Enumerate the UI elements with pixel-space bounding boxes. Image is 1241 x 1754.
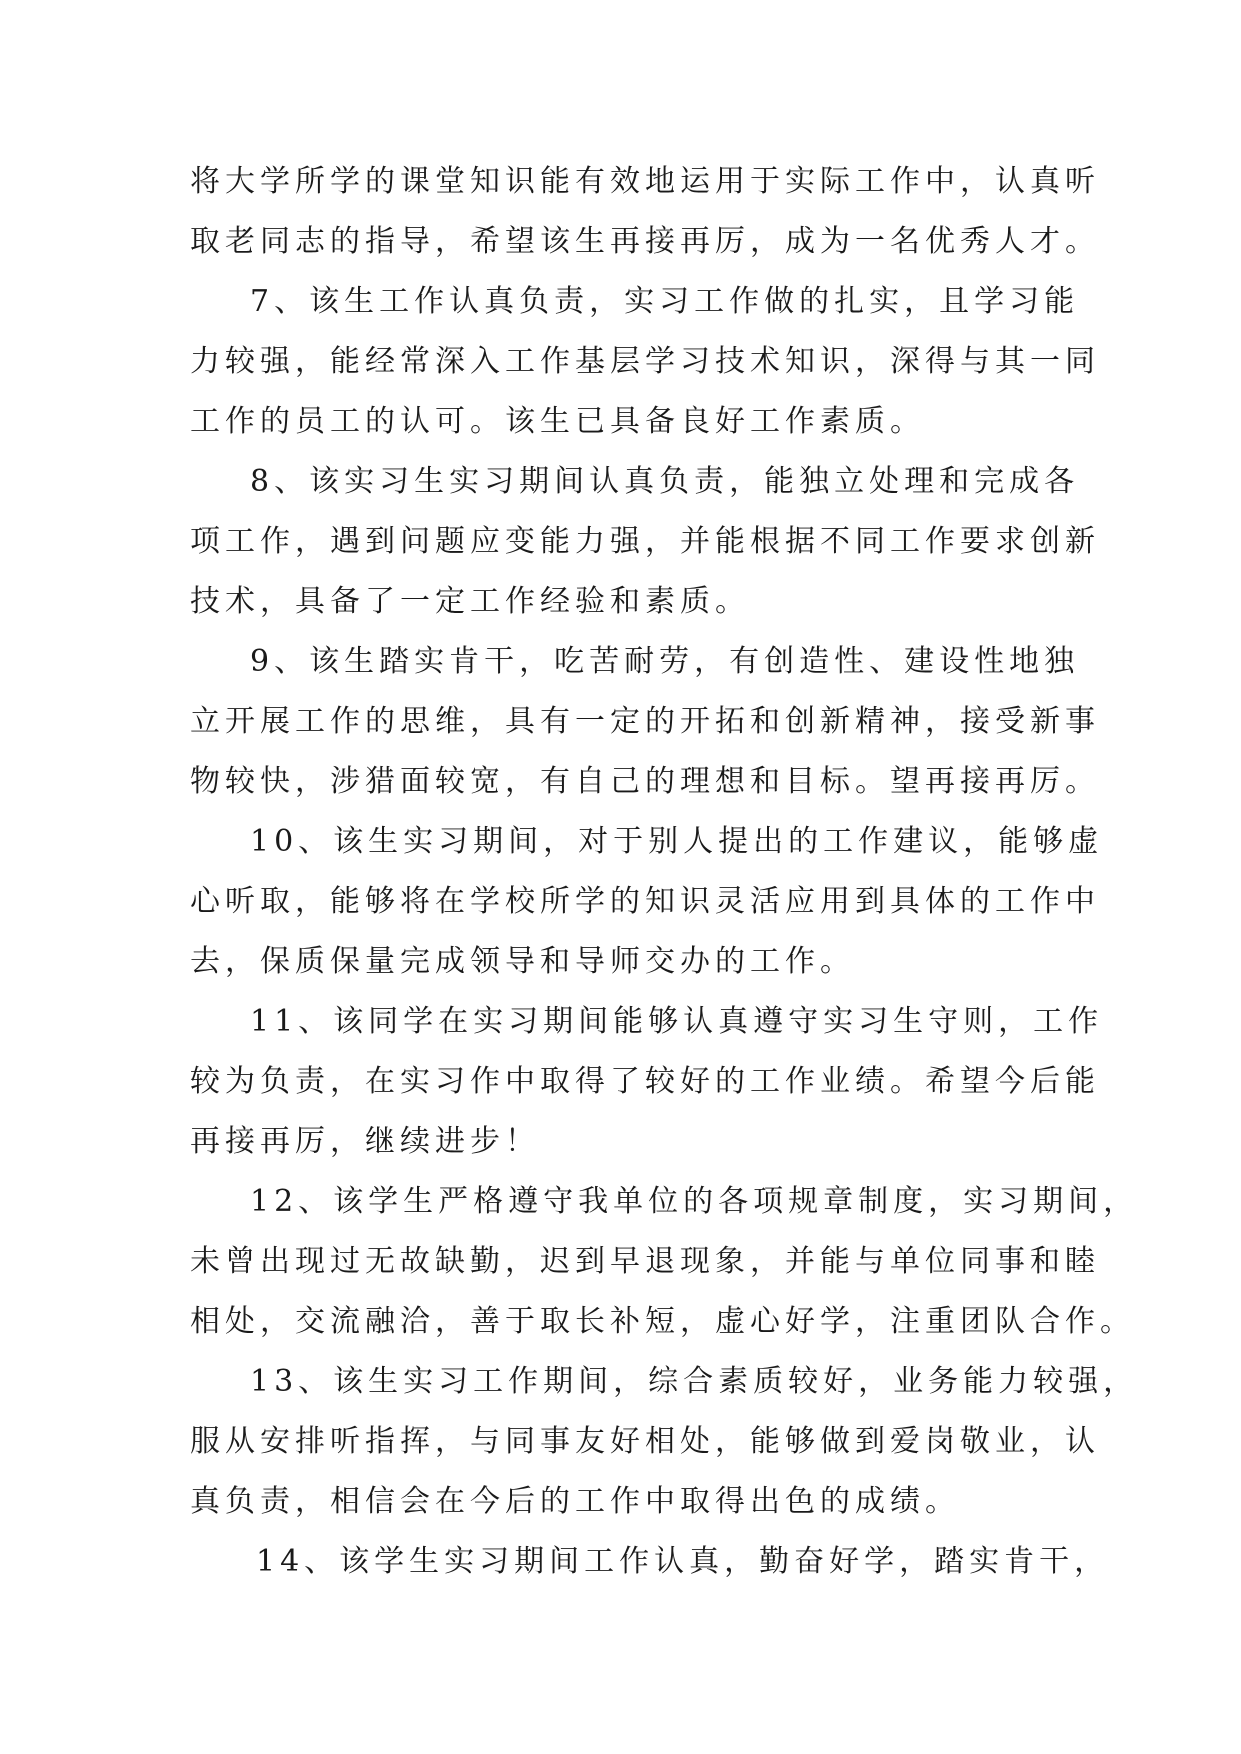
- text-line: 真负责，相信会在今后的工作中取得出色的成绩。: [190, 1484, 960, 1519]
- text-line: 去，保质保量完成领导和导师交办的工作。: [190, 944, 855, 979]
- text-line: 未曾出现过无故缺勤，迟到早退现象，并能与单位同事和睦: [190, 1244, 1100, 1279]
- document-body: [190, 152, 1139, 1592]
- text-line: 服从安排听指挥，与同事友好相处，能够做到爱岗敬业，认: [190, 1424, 1100, 1459]
- text-line: 工作的员工的认可。该生已具备良好工作素质。: [190, 404, 925, 439]
- text-line: 立开展工作的思维，具有一定的开拓和创新精神，接受新事: [190, 704, 1100, 739]
- text-line: 再接再厉，继续进步！: [190, 1124, 540, 1159]
- text-line: 项工作，遇到问题应变能力强，并能根据不同工作要求创新: [190, 524, 1100, 559]
- paragraph-9-start: 9、该生踏实肯干，吃苦耐劳，有创造性、建设性地独: [250, 644, 1080, 679]
- paragraph-8-start: 8、该实习生实习期间认真负责，能独立处理和完成各: [250, 464, 1080, 499]
- paragraph-10-start: 10、该生实习期间，对于别人提出的工作建议，能够虚: [250, 824, 1104, 859]
- text-line: 相处，交流融洽，善于取长补短，虚心好学，注重团队合作。: [190, 1304, 1135, 1339]
- text-line: 力较强，能经常深入工作基层学习技术知识，深得与其一同: [190, 344, 1100, 379]
- text-line: 物较快，涉猎面较宽，有自己的理想和目标。望再接再厉。: [190, 764, 1100, 799]
- paragraph-11-start: 11、该同学在实习期间能够认真遵守实习生守则，工作: [250, 1004, 1104, 1039]
- paragraph-12-start: 12、该学生严格遵守我单位的各项规章制度，实习期间，: [250, 1184, 1139, 1219]
- paragraph-14-start: 14、该学生实习期间工作认真，勤奋好学，踏实肯干，: [256, 1544, 1110, 1579]
- text-line: 技术，具备了一定工作经验和素质。: [190, 584, 750, 619]
- text-line: 取老同志的指导，希望该生再接再厉，成为一名优秀人才。: [190, 224, 1100, 259]
- text-line: 较为负责，在实习作中取得了较好的工作业绩。希望今后能: [190, 1064, 1100, 1099]
- text-line: 心听取，能够将在学校所学的知识灵活应用到具体的工作中: [190, 884, 1100, 919]
- paragraph-7-start: 7、该生工作认真负责，实习工作做的扎实，且学习能: [250, 284, 1080, 319]
- paragraph-13-start: 13、该生实习工作期间，综合素质较好，业务能力较强，: [250, 1364, 1139, 1399]
- text-line: 将大学所学的课堂知识能有效地运用于实际工作中，认真听: [190, 164, 1100, 199]
